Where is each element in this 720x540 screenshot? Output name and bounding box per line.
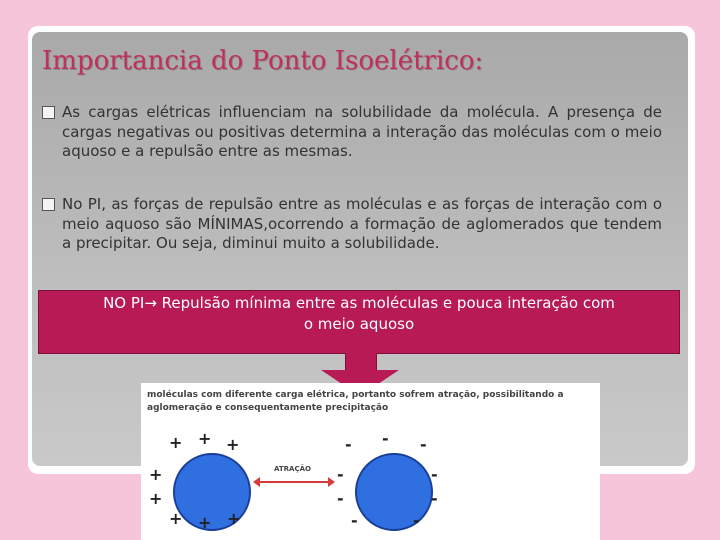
- positive-sign: +: [226, 435, 240, 454]
- positive-sign: +: [149, 489, 163, 508]
- down-arrow-shaft: [345, 353, 377, 371]
- negative-molecule: [355, 453, 433, 531]
- positive-sign: +: [227, 509, 241, 528]
- positive-sign: +: [149, 465, 163, 484]
- negative-sign: -: [420, 435, 427, 454]
- bullet-box-icon: [42, 198, 55, 211]
- negative-sign: -: [431, 489, 438, 508]
- positive-sign: +: [169, 509, 183, 528]
- attraction-label: ATRAÇÃO: [274, 465, 311, 473]
- slide-title: Importancia do Ponto Isoelétrico:: [42, 46, 484, 76]
- negative-sign: -: [337, 489, 344, 508]
- figure-caption: moléculas com diferente carga elétrica, portanto sofrem atração, possibilitando a aglomeração e consequentamente precipitação: [147, 390, 564, 413]
- callout-box: [38, 290, 680, 354]
- positive-sign: +: [198, 513, 212, 532]
- callout-line-2: o meio aquoso: [303, 315, 415, 333]
- bullet-item: [42, 103, 662, 162]
- negative-sign: -: [382, 429, 389, 448]
- positive-sign: +: [198, 429, 212, 448]
- bullet-text: No PI, as forças de repulsão entre as moléculas e as forças de interação com o meio aquoso são MÍNIMAS,ocorrendo a formação de aglomerados que tendem a precipitar. Ou seja, diminui muito a solubilidade.: [62, 195, 662, 252]
- bullet-item: [42, 195, 662, 254]
- callout-text: [39, 293, 679, 335]
- negative-sign: -: [431, 465, 438, 484]
- attraction-arrow-icon: [259, 481, 329, 483]
- negative-sign: -: [337, 465, 344, 484]
- bullet-box-icon: [42, 106, 55, 119]
- callout-line-1: NO PI→ Repulsão mínima entre as moléculas e pouca interação com: [103, 294, 615, 312]
- negative-sign: -: [413, 511, 420, 530]
- negative-sign: -: [351, 511, 358, 530]
- molecule-figure: [141, 383, 600, 540]
- bullet-text: As cargas elétricas influenciam na solubilidade da molécula. A presença de cargas negativas ou positivas determina a interação das moléculas com o meio aquoso e a repulsão entre as mesmas.: [62, 103, 662, 160]
- positive-sign: +: [169, 433, 183, 452]
- negative-sign: -: [345, 435, 352, 454]
